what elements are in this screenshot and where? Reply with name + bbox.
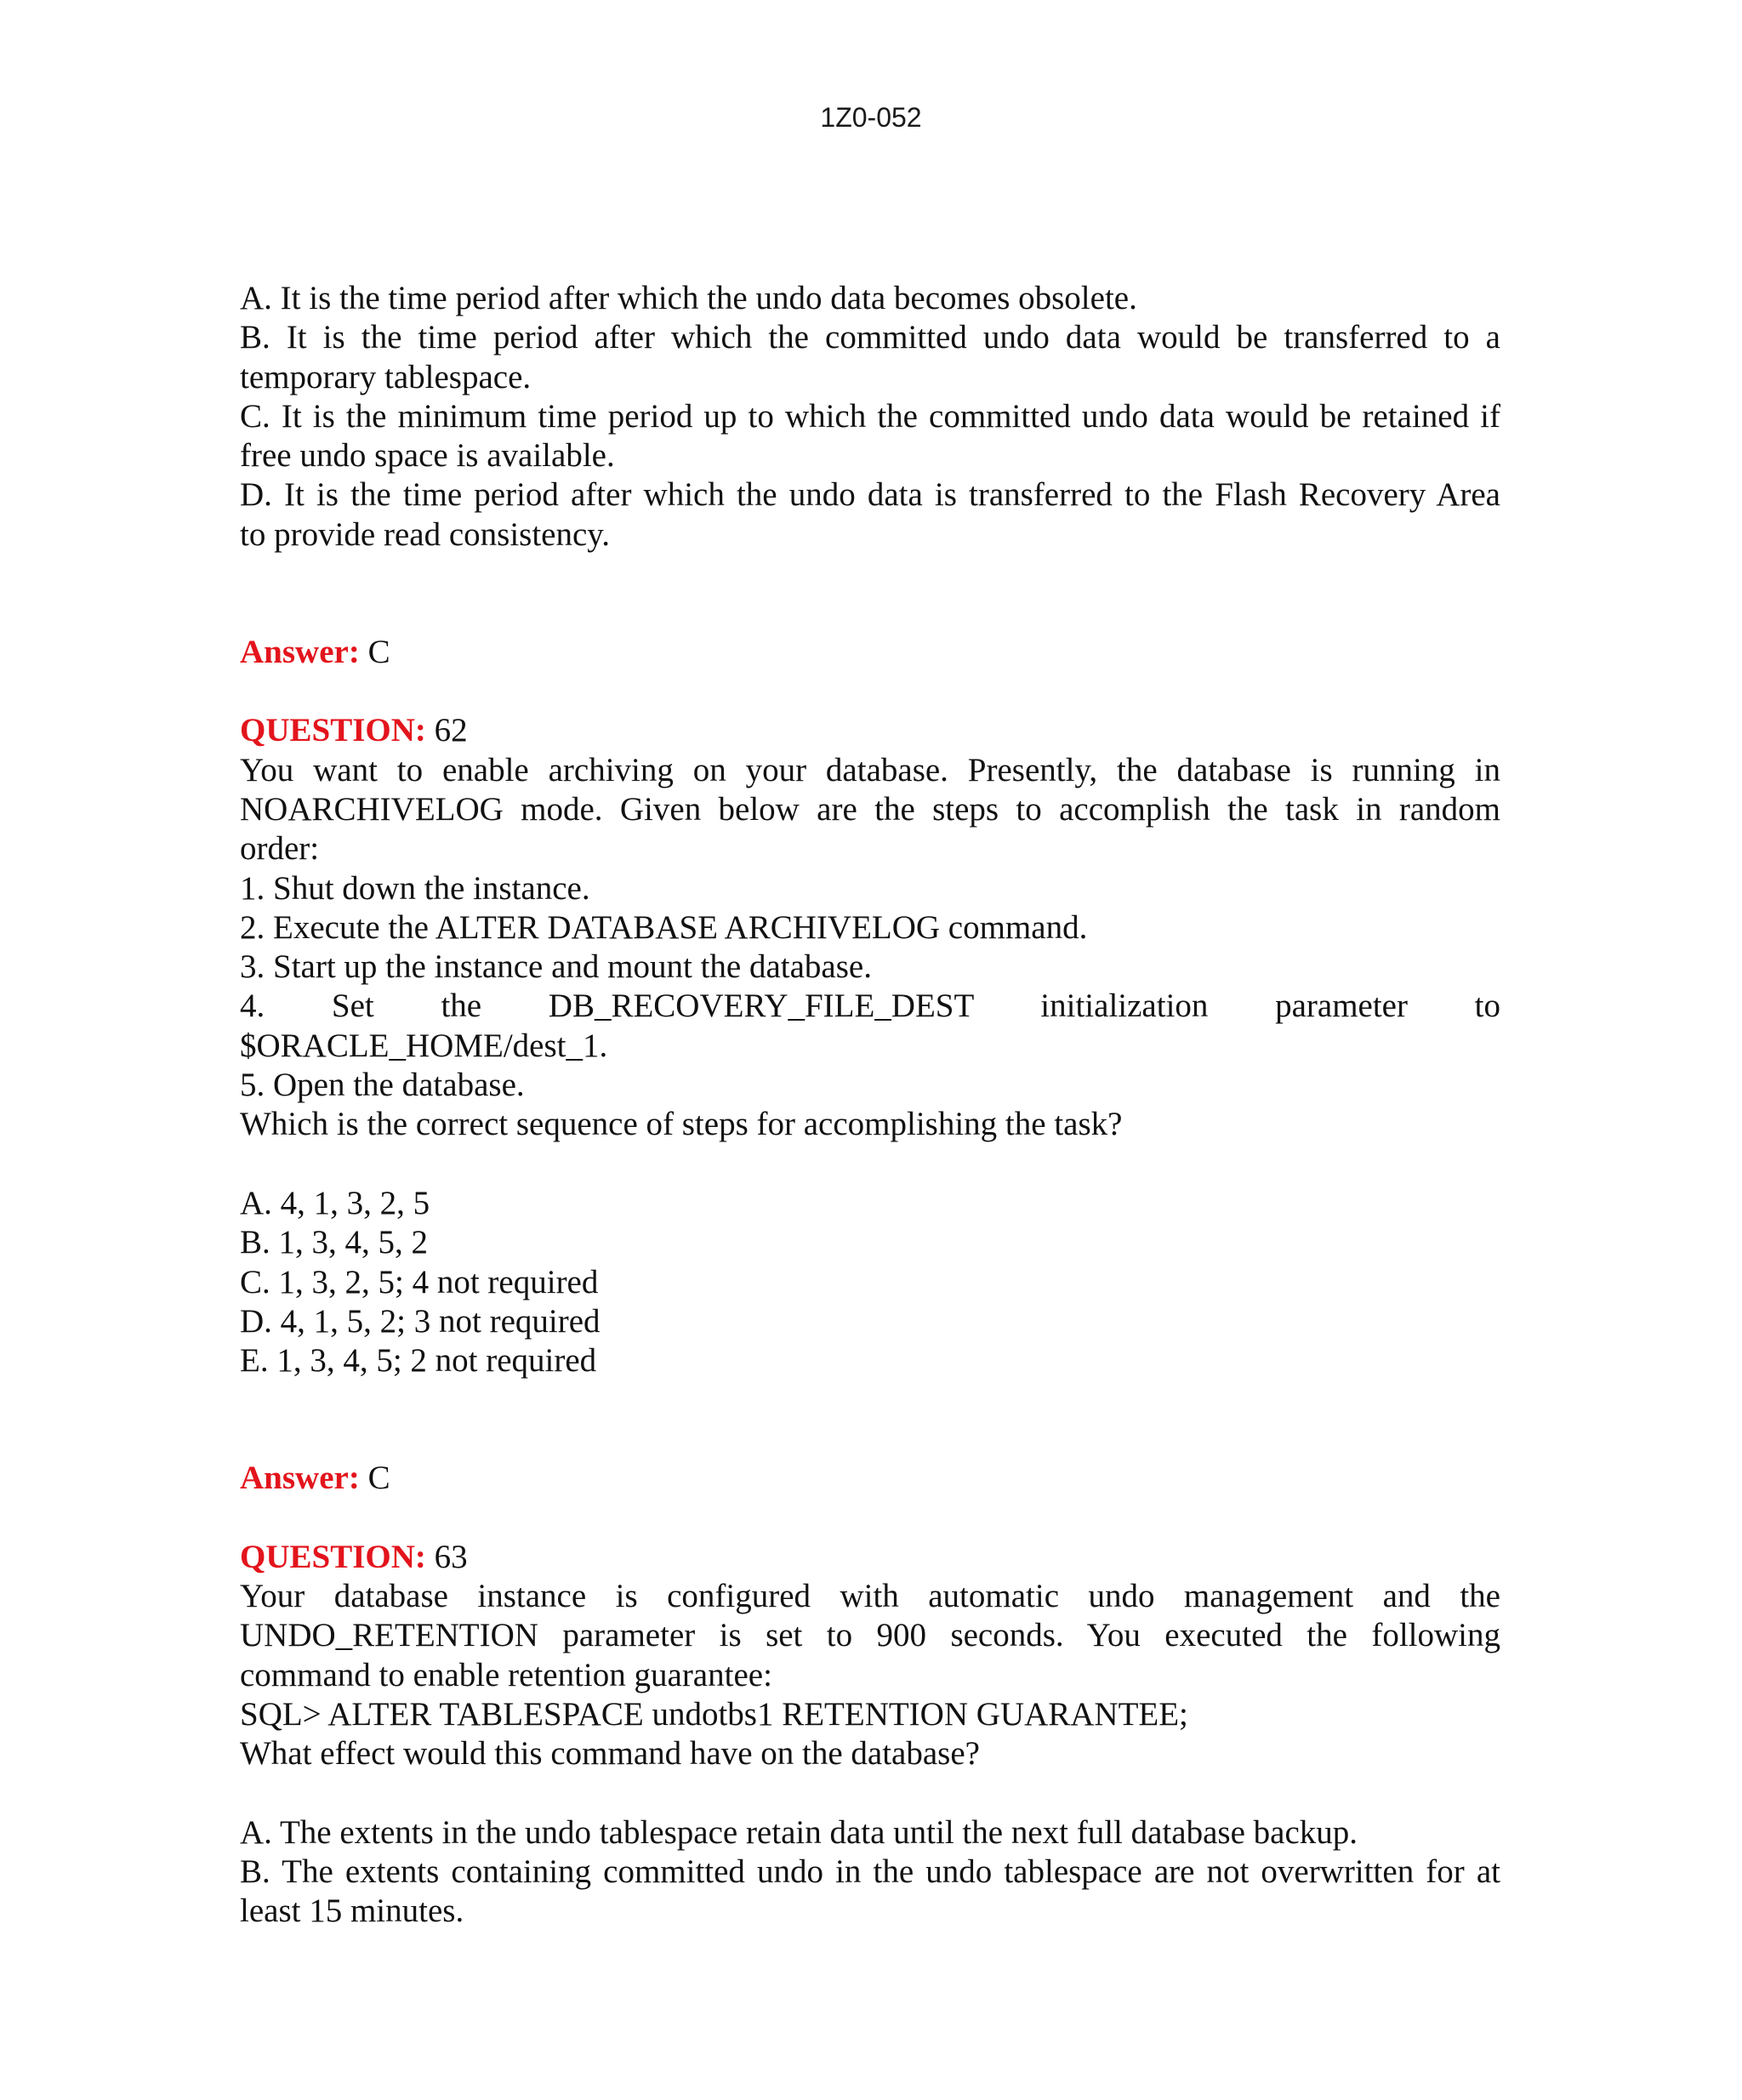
option-line: B. 1, 3, 4, 5, 2	[240, 1224, 429, 1261]
option-line: A. It is the time period after which the undo data becomes obsolete.	[240, 280, 1137, 316]
option-line: B. The extents containing committed undo in the undo tablespace are not overwritten for at	[240, 1853, 1500, 1891]
question-heading	[240, 1538, 1500, 1577]
option-line: E. 1, 3, 4, 5; 2 not required	[240, 1342, 597, 1380]
option-line: A. 4, 1, 3, 2, 5	[240, 1184, 430, 1221]
question-text-line: command to enable retention guarantee:	[240, 1656, 772, 1693]
question-63	[240, 1538, 1500, 1932]
question-text-line: You want to enable archiving on your database. Presently, the database is running in	[240, 751, 1500, 788]
step-item: 2. Execute the ALTER DATABASE ARCHIVELOG command.	[240, 908, 1088, 946]
step-item: 5. Open the database.	[240, 1067, 525, 1104]
question-text-line: Your database instance is configured with automatic undo management and the	[240, 1578, 1500, 1615]
answer-61	[240, 633, 1500, 672]
page-header: 1Z0-052	[820, 102, 922, 133]
answer-value: C	[367, 1460, 390, 1497]
option-line: temporary tablespace.	[240, 358, 532, 396]
option-line: A. The extents in the undo tablespace retain data until the next full database backup.	[240, 1813, 1358, 1851]
question-heading	[240, 711, 1500, 750]
option-line: least 15 minutes.	[240, 1892, 464, 1930]
option-line: C. It is the minimum time period up to which the committed undo data would be retained if	[240, 397, 1500, 435]
q61-options	[240, 279, 1500, 555]
question-text-line: UNDO_RETENTION parameter is set to 900 seconds. You executed the following	[240, 1617, 1500, 1654]
option-line: C. 1, 3, 2, 5; 4 not required	[240, 1263, 599, 1300]
option-line: D. It is the time period after which the undo data is transferred to the Flash Recovery Area	[240, 476, 1500, 514]
question-prompt: Which is the correct sequence of steps for accomplishing the task?	[240, 1106, 1123, 1143]
option-line: free undo space is available.	[240, 437, 615, 475]
option-line: B. It is the time period after which the committed undo data would be transferred to a	[240, 319, 1500, 356]
question-62	[240, 711, 1500, 1380]
sql-command: SQL> ALTER TABLESPACE undotbs1 RETENTION GUARANTEE;	[240, 1695, 1188, 1733]
question-label: QUESTION:	[240, 712, 426, 749]
document-body	[240, 279, 1500, 1932]
option-line: D. 4, 1, 5, 2; 3 not required	[240, 1302, 601, 1340]
step-item: 1. Shut down the instance.	[240, 869, 590, 907]
question-label: QUESTION:	[240, 1538, 426, 1575]
step-item: 3. Start up the instance and mount the database.	[240, 948, 872, 986]
step-item: 4. Set the DB_RECOVERY_FILE_DEST initialization parameter to	[240, 987, 1500, 1025]
answer-value: C	[367, 634, 390, 671]
step-item: $ORACLE_HOME/dest_1.	[240, 1027, 608, 1064]
question-number: 62	[434, 712, 468, 749]
option-line: to provide read consistency.	[240, 515, 610, 553]
question-text-line: order:	[240, 830, 320, 868]
answer-62	[240, 1459, 1500, 1498]
question-prompt: What effect would this command have on the database?	[240, 1735, 980, 1773]
question-text-line: NOARCHIVELOG mode. Given below are the steps to accomplish the task in random	[240, 790, 1500, 828]
answer-label: Answer:	[240, 1460, 360, 1497]
answer-label: Answer:	[240, 634, 360, 671]
question-number: 63	[434, 1538, 468, 1575]
